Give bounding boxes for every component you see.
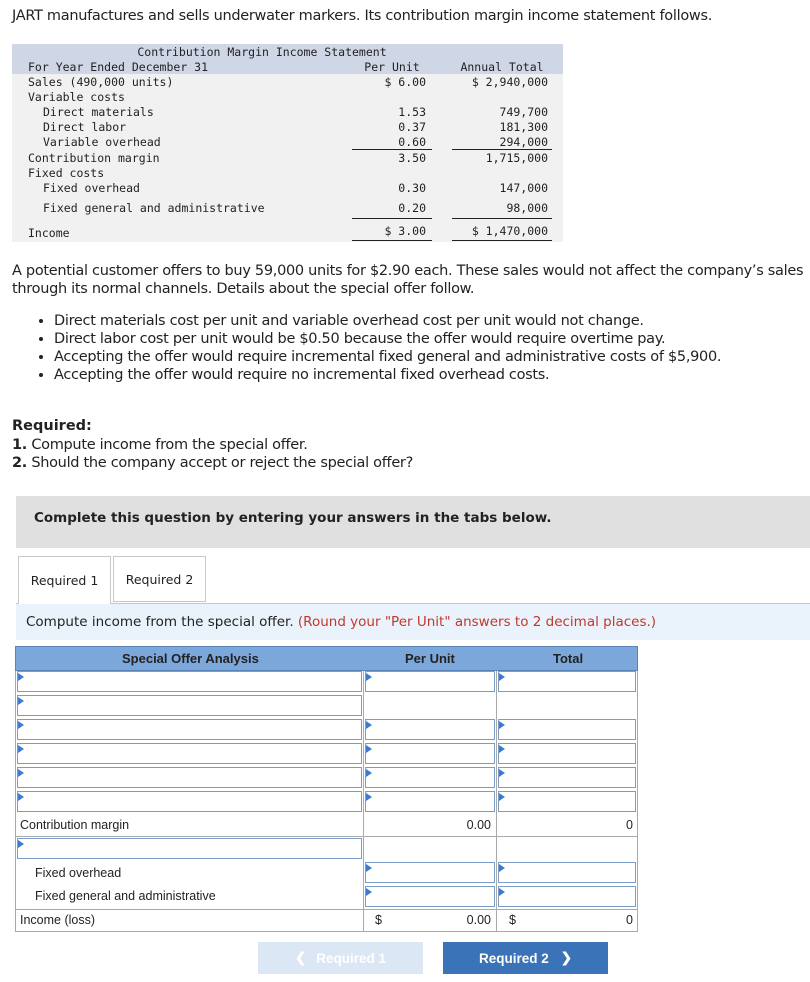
statement-row-annual: 749,700 xyxy=(499,105,548,119)
dollar-sign: $ xyxy=(375,913,382,927)
statement-row-per-unit: 0.60 xyxy=(398,135,426,149)
column-divider xyxy=(363,671,364,932)
label-input[interactable] xyxy=(17,719,362,740)
total-input[interactable] xyxy=(498,767,636,788)
column-divider xyxy=(496,671,497,932)
column-divider xyxy=(637,671,638,932)
column-header: Per Unit xyxy=(405,651,455,666)
contribution-per-unit-value: 0.00 xyxy=(466,818,491,832)
required-item-text: Should the company accept or reject the special offer? xyxy=(31,455,413,471)
label-input[interactable] xyxy=(17,791,362,812)
statement-row-label: Direct labor xyxy=(43,120,127,134)
column-divider xyxy=(15,671,16,932)
label-input[interactable] xyxy=(17,838,362,859)
underline xyxy=(352,149,432,150)
per-unit-input[interactable] xyxy=(365,767,495,788)
required-item-num: 1. xyxy=(12,437,27,453)
statement-row-per-unit: 0.37 xyxy=(398,120,426,134)
label-input[interactable] xyxy=(17,695,362,716)
statement-row-annual: 1,715,000 xyxy=(485,151,548,165)
next-required-2-button[interactable] xyxy=(443,942,608,974)
offer-text-line1: A potential customer offers to buy 59,000 units for $2.90 each. These sales would not affect the company’s sales xyxy=(12,263,804,279)
statement-row-per-unit: 0.20 xyxy=(398,201,426,215)
underline xyxy=(452,218,552,219)
total-input[interactable] xyxy=(498,671,636,692)
required-title: Required: xyxy=(12,418,92,434)
statement-row-label: Fixed costs xyxy=(28,166,105,180)
total-input[interactable] xyxy=(498,862,636,883)
fixed-ga-label: Fixed general and administrative xyxy=(35,889,216,903)
per-unit-input[interactable] xyxy=(365,886,495,907)
column-header: Special Offer Analysis xyxy=(122,651,259,666)
income-statement xyxy=(12,44,563,242)
per-unit-input[interactable] xyxy=(365,719,495,740)
statement-row-annual: 147,000 xyxy=(499,181,548,195)
per-unit-input[interactable] xyxy=(365,671,495,692)
statement-row-per-unit: $ 6.00 xyxy=(384,75,426,89)
instruction-main: Compute income from the special offer. xyxy=(26,614,294,630)
income-total-value: 0 xyxy=(626,913,633,927)
tab-required-1[interactable]: Required 1 xyxy=(18,556,111,604)
per-unit-input[interactable] xyxy=(365,791,495,812)
statement-row-per-unit: $ 3.00 xyxy=(384,224,426,238)
label-input[interactable] xyxy=(17,671,362,692)
list-item: • Accepting the offer would require incremental fixed general and administrative costs of $5,900. xyxy=(54,348,721,366)
income-loss-label: Income (loss) xyxy=(20,913,96,927)
contribution-margin-label: Contribution margin xyxy=(20,818,130,832)
statement-row-label: Variable overhead xyxy=(43,135,161,149)
statement-row-annual: $ 1,470,000 xyxy=(471,224,548,238)
chevron-right-icon: ❯ xyxy=(560,950,573,965)
total-input[interactable] xyxy=(498,791,636,812)
required-item-2 xyxy=(12,455,413,471)
row-divider xyxy=(15,909,638,910)
statement-row-per-unit: 1.53 xyxy=(398,105,426,119)
contribution-total-value: 0 xyxy=(626,818,633,832)
statement-row-label: Sales (490,000 units) xyxy=(28,75,174,89)
per-unit-input[interactable] xyxy=(365,862,495,883)
next-button-label: Required 2 xyxy=(478,950,549,966)
total-input[interactable] xyxy=(498,719,636,740)
dollar-sign: $ xyxy=(509,913,516,927)
label-input[interactable] xyxy=(17,767,362,788)
double-underline xyxy=(352,240,432,241)
tab-instruction xyxy=(16,604,810,640)
prev-required-1-button[interactable] xyxy=(258,942,423,974)
statement-row-annual: $ 2,940,000 xyxy=(471,75,548,89)
intro-text: JART manufactures and sells underwater markers. Its contribution margin income statement follows. xyxy=(12,8,713,24)
table-bottom xyxy=(15,931,638,932)
required-item-num: 2. xyxy=(12,455,27,471)
column-header: Total xyxy=(553,651,584,666)
table-header-row xyxy=(15,646,638,671)
list-item: • Direct labor cost per unit would be $0.50 because the offer would require overtime pay. xyxy=(54,330,721,348)
underline xyxy=(352,218,432,219)
statement-row-label: Income xyxy=(28,226,70,240)
label-input[interactable] xyxy=(17,743,362,764)
fixed-overhead-label: Fixed overhead xyxy=(35,866,122,880)
statement-row-per-unit: 0.30 xyxy=(398,181,426,195)
annual-total-header: Annual Total xyxy=(460,60,544,74)
instruction-note: (Round your "Per Unit" answers to 2 decimal places.) xyxy=(297,614,657,630)
statement-row-annual: 181,300 xyxy=(499,120,548,134)
double-underline xyxy=(452,240,552,241)
offer-details-list xyxy=(34,312,721,384)
statement-row-annual: 98,000 xyxy=(506,201,548,215)
list-item: • Direct materials cost per unit and variable overhead cost per unit would not change. xyxy=(54,312,721,330)
instructions-banner xyxy=(16,496,810,548)
total-input[interactable] xyxy=(498,743,636,764)
per-unit-header: Per Unit xyxy=(364,60,420,74)
statement-row-per-unit: 3.50 xyxy=(398,151,426,165)
tab-required-2[interactable]: Required 2 xyxy=(113,556,206,602)
statement-row-label: Fixed overhead xyxy=(43,181,140,195)
statement-row-label: Contribution margin xyxy=(28,151,160,165)
required-item-1 xyxy=(12,437,308,453)
prev-button-label: Required 1 xyxy=(316,950,387,966)
list-item: • Accepting the offer would require no incremental fixed overhead costs. xyxy=(54,366,721,384)
banner-text: Complete this question by entering your answers in the tabs below. xyxy=(34,510,552,526)
statement-row-label: Direct materials xyxy=(43,105,154,119)
statement-row-label: Variable costs xyxy=(28,90,125,104)
instruction-text xyxy=(26,614,656,630)
statement-row-label: Fixed general and administrative xyxy=(43,201,265,215)
chevron-left-icon: ❮ xyxy=(294,950,307,965)
special-offer-analysis-table xyxy=(15,646,638,932)
row-divider xyxy=(15,836,638,837)
total-input[interactable] xyxy=(498,886,636,907)
per-unit-input[interactable] xyxy=(365,743,495,764)
statement-title: Contribution Margin Income Statement xyxy=(137,45,387,59)
income-per-unit-value: 0.00 xyxy=(466,913,491,927)
underline xyxy=(452,149,552,150)
statement-period: For Year Ended December 31 xyxy=(28,60,209,74)
required-item-text: Compute income from the special offer. xyxy=(31,437,308,453)
offer-text-line2: through its normal channels. Details about the special offer follow. xyxy=(12,281,475,297)
statement-row-annual: 294,000 xyxy=(499,135,548,149)
